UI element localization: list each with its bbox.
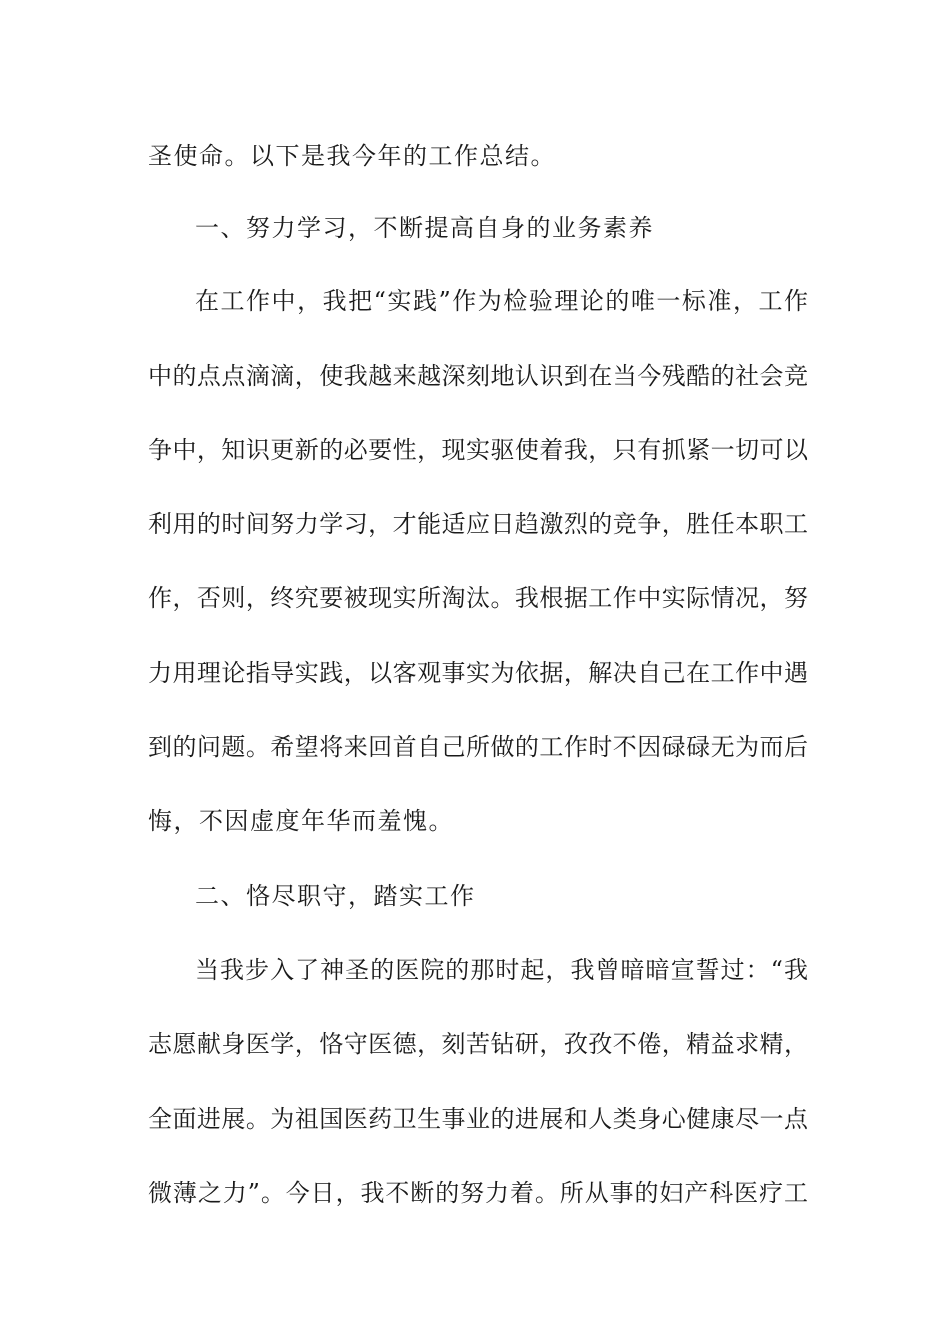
paragraph-line: 作，否则，终究要被现实所淘汰。我根据工作中实际情况，努 bbox=[148, 584, 808, 612]
paragraph-line: 争中，知识更新的必要性，现实驱使着我，只有抓紧一切可以 bbox=[148, 436, 808, 464]
paragraph-line: 圣使命。以下是我今年的工作总结。 bbox=[148, 142, 556, 170]
section-heading-1: 一、努力学习，不断提高自身的业务素养 bbox=[195, 214, 654, 242]
paragraph-line: 悔，不因虚度年华而羞愧。 bbox=[148, 807, 454, 835]
section-heading-2: 二、恪尽职守，踏实工作 bbox=[195, 882, 476, 910]
paragraph-line: 志愿献身医学，恪守医德，刻苦钻研，孜孜不倦，精益求精， bbox=[148, 1030, 808, 1058]
paragraph-line: 微薄之力”。今日，我不断的努力着。所从事的妇产科医疗工 bbox=[148, 1179, 808, 1207]
paragraph-line: 到的问题。希望将来回首自己所做的工作时不因碌碌无为而后 bbox=[148, 733, 808, 761]
paragraph-line: 当我步入了神圣的医院的那时起，我曾暗暗宣誓过：“我 bbox=[195, 956, 808, 984]
paragraph-line: 全面进展。为祖国医药卫生事业的进展和人类身心健康尽一点 bbox=[148, 1105, 808, 1133]
paragraph-line: 力用理论指导实践，以客观事实为依据，解决自己在工作中遇 bbox=[148, 659, 808, 687]
paragraph-line: 利用的时间努力学习，才能适应日趋激烈的竞争，胜任本职工 bbox=[148, 510, 808, 538]
paragraph-line: 中的点点滴滴，使我越来越深刻地认识到在当今残酷的社会竞 bbox=[148, 362, 808, 390]
paragraph-line: 在工作中，我把“实践”作为检验理论的唯一标准，工作 bbox=[195, 287, 808, 315]
